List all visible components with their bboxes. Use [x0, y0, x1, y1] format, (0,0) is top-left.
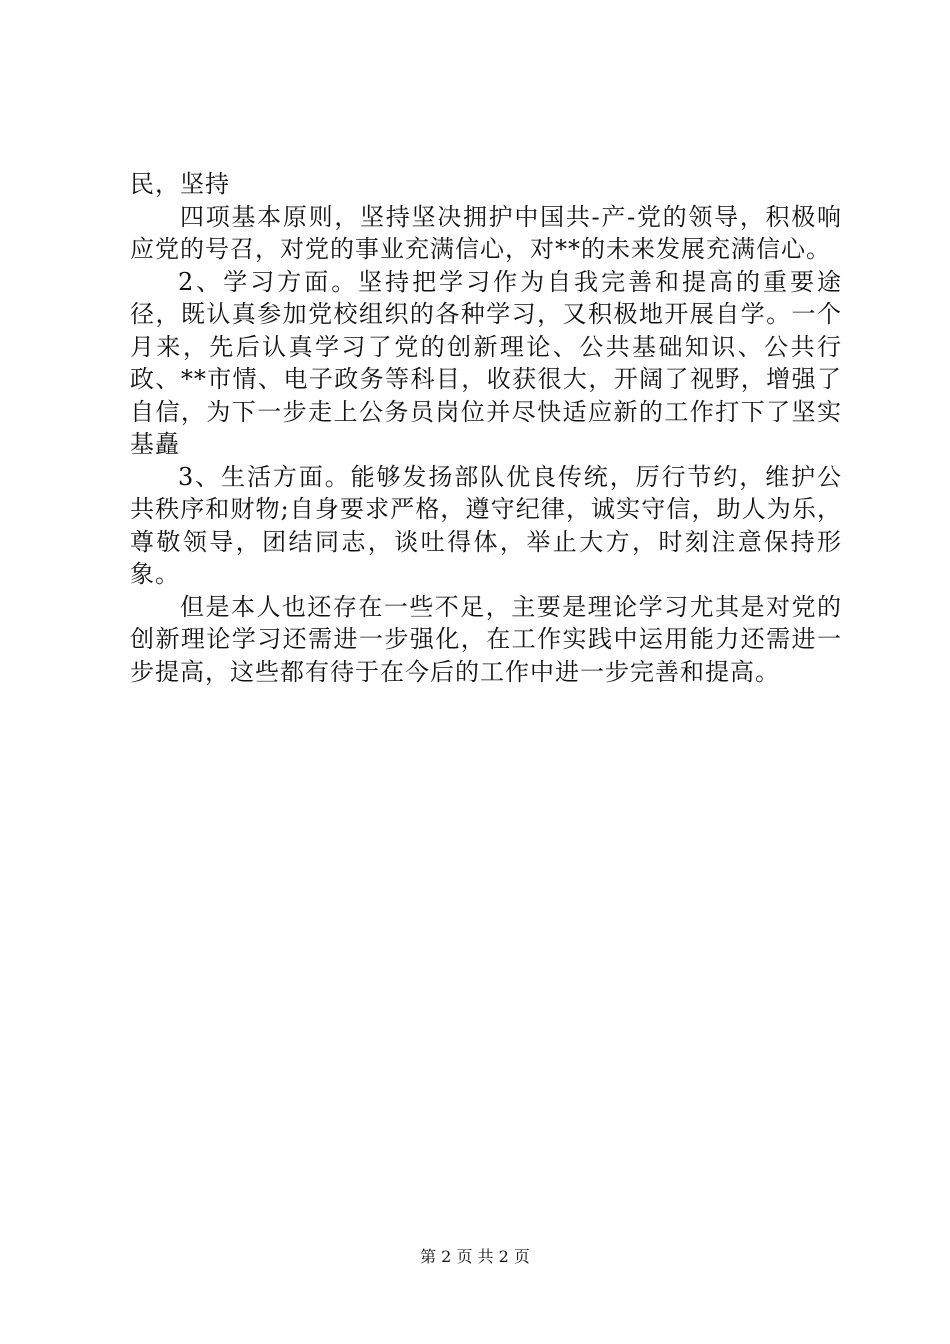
document-body — [130, 168, 842, 688]
paragraph-continuation: 民，坚持 — [130, 170, 230, 198]
paragraph-principles: 四项基本原则，坚持坚决拥护中国共-产-党的领导，积极响应党的号召，对党的事业充满信心，对**的未来发展充满信心。 — [130, 202, 842, 263]
page-footer: 第 2 页 共 2 页 — [420, 1247, 530, 1266]
paragraph-life: 3、生活方面。能够发扬部队优良传统，厉行节约，维护公共秩序和财物;自身要求严格，遵守纪律，诚实守信，助人为乐，尊敬领导，团结同志，谈吐得体，举止大方，时刻注意保持形象。 — [130, 462, 842, 588]
paragraph-shortcomings: 但是本人也还存在一些不足，主要是理论学习尤其是对党的创新理论学习还需进一步强化，在工作实践中运用能力还需进一步提高，这些都有待于在今后的工作中进一步完善和提高。 — [130, 592, 842, 686]
paragraph-study: 2、学习方面。坚持把学习作为自我完善和提高的重要途径，既认真参加党校组织的各种学习，又积极地开展自学。一个月来，先后认真学习了党的创新理论、公共基础知识、公共行政、**市情、电子政务等科目，收获很大，开阔了视野，增强了自信，为下一步走上公务员岗位并尽快适应新的工作打下了坚实基矗 — [130, 267, 842, 458]
